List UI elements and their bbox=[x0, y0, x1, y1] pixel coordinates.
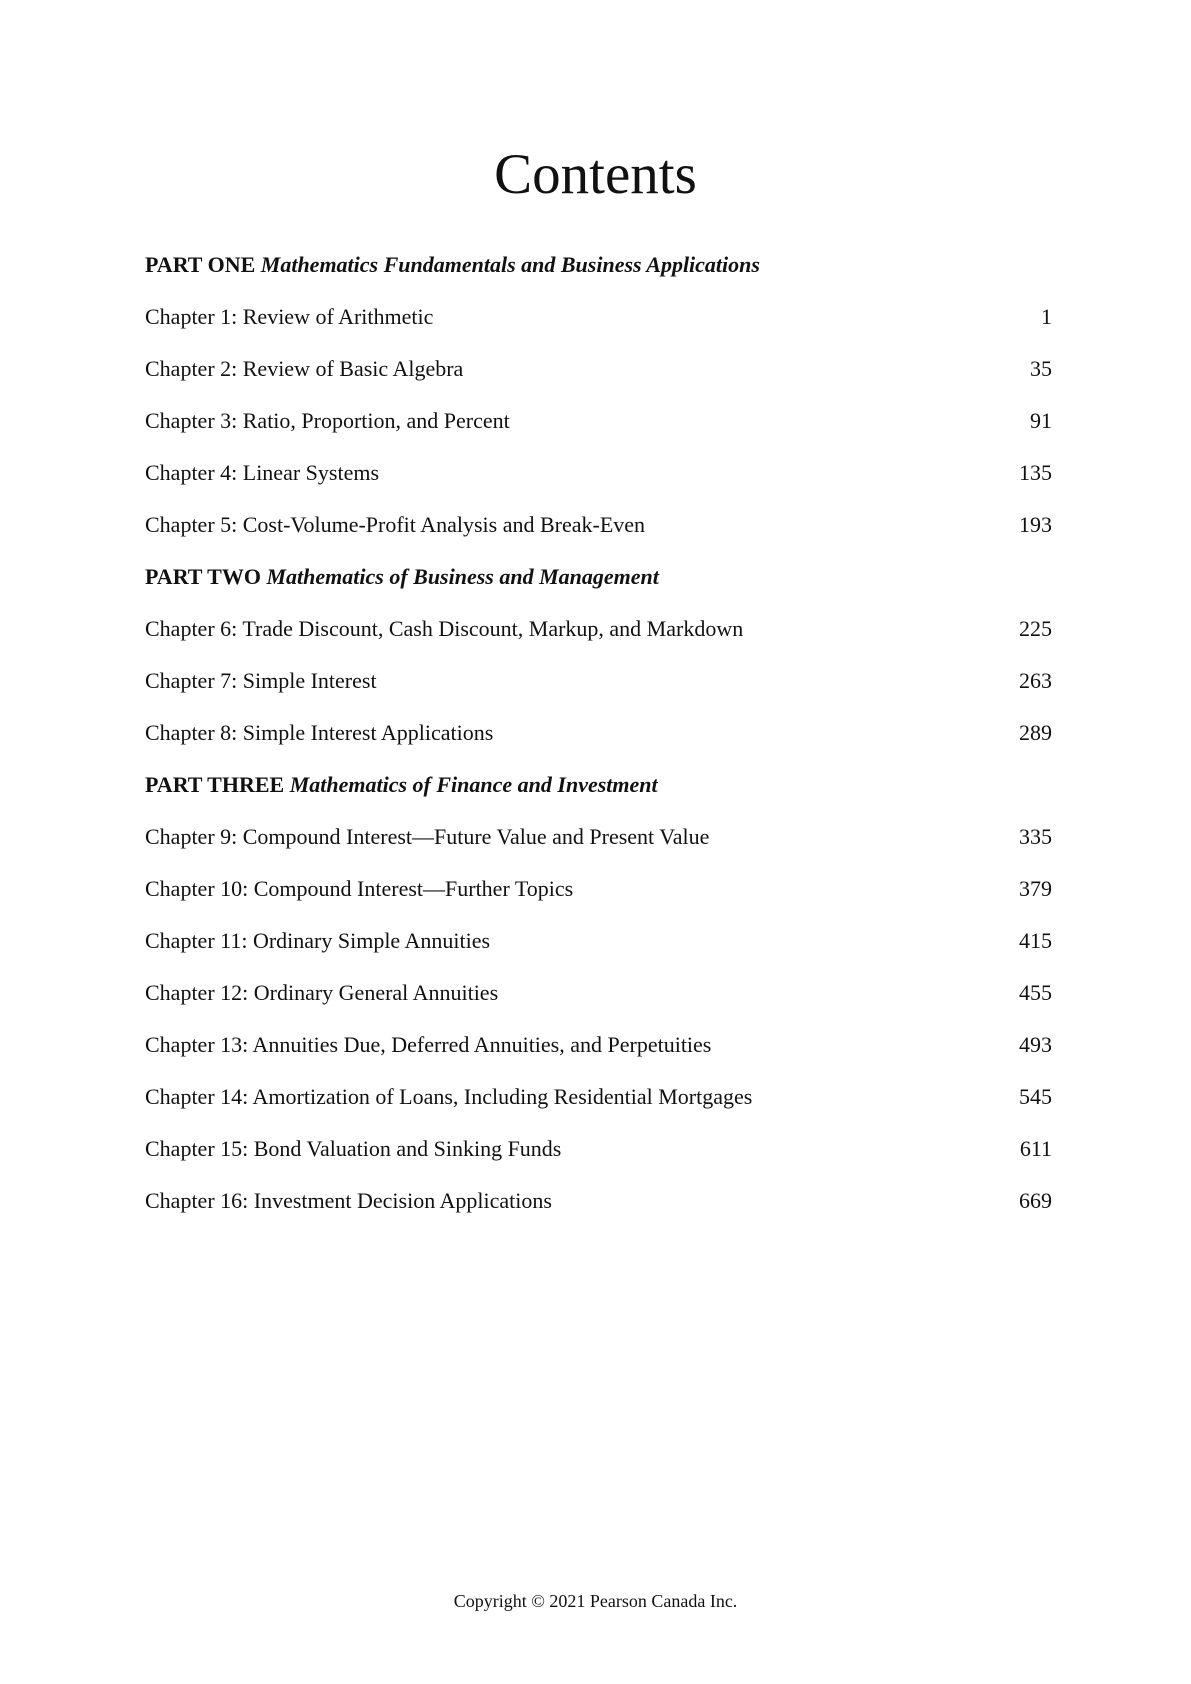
part-title: Mathematics Fundamentals and Business Applications bbox=[260, 252, 760, 277]
chapter-title: Chapter 14: Amortization of Loans, Including Residential Mortgages bbox=[145, 1084, 753, 1109]
toc-entry-chapter-11[interactable] bbox=[145, 915, 1052, 967]
toc-entry-chapter-5[interactable] bbox=[145, 499, 1052, 551]
chapter-title: Chapter 10: Compound Interest—Further Topics bbox=[145, 876, 574, 901]
chapter-page-number: 1 bbox=[1041, 304, 1052, 329]
part-heading-two bbox=[145, 551, 1052, 603]
part-label: PART ONE bbox=[145, 252, 256, 277]
chapter-page-number: 545 bbox=[1019, 1084, 1052, 1109]
chapter-page-number: 415 bbox=[1019, 928, 1052, 953]
toc-entry-chapter-15[interactable] bbox=[145, 1123, 1052, 1175]
chapter-page-number: 379 bbox=[1019, 876, 1052, 901]
chapter-page-number: 493 bbox=[1019, 1032, 1052, 1057]
part-label: PART TWO bbox=[145, 564, 261, 589]
chapter-title: Chapter 11: Ordinary Simple Annuities bbox=[145, 928, 491, 953]
toc-entry-chapter-10[interactable] bbox=[145, 863, 1052, 915]
toc-entry-chapter-8[interactable] bbox=[145, 707, 1052, 759]
chapter-title: Chapter 9: Compound Interest—Future Value and Present Value bbox=[145, 824, 710, 849]
chapter-title: Chapter 4: Linear Systems bbox=[145, 460, 380, 485]
part-heading-one bbox=[145, 239, 1052, 291]
chapter-page-number: 263 bbox=[1019, 668, 1052, 693]
toc-entry-chapter-14[interactable] bbox=[145, 1071, 1052, 1123]
toc-entry-chapter-6[interactable] bbox=[145, 603, 1052, 655]
chapter-page-number: 455 bbox=[1019, 980, 1052, 1005]
toc-entry-chapter-16[interactable] bbox=[145, 1175, 1052, 1227]
chapter-title: Chapter 12: Ordinary General Annuities bbox=[145, 980, 499, 1005]
part-title: Mathematics of Finance and Investment bbox=[289, 772, 658, 797]
chapter-title: Chapter 7: Simple Interest bbox=[145, 668, 377, 693]
chapter-page-number: 35 bbox=[1030, 356, 1052, 381]
chapter-title: Chapter 1: Review of Arithmetic bbox=[145, 304, 434, 329]
chapter-title: Chapter 13: Annuities Due, Deferred Annuities, and Perpetuities bbox=[145, 1032, 712, 1057]
toc-entry-chapter-9[interactable] bbox=[145, 811, 1052, 863]
toc-entry-chapter-2[interactable] bbox=[145, 343, 1052, 395]
part-title: Mathematics of Business and Management bbox=[266, 564, 659, 589]
copyright-footer: Copyright © 2021 Pearson Canada Inc. bbox=[453, 1591, 738, 1611]
chapter-page-number: 335 bbox=[1019, 824, 1052, 849]
chapter-page-number: 135 bbox=[1019, 460, 1052, 485]
chapter-title: Chapter 3: Ratio, Proportion, and Percent bbox=[145, 408, 510, 433]
toc-entry-chapter-12[interactable] bbox=[145, 967, 1052, 1019]
chapter-page-number: 91 bbox=[1030, 408, 1052, 433]
chapter-page-number: 669 bbox=[1019, 1188, 1052, 1213]
table-of-contents bbox=[145, 239, 1052, 1227]
toc-entry-chapter-1[interactable] bbox=[145, 291, 1052, 343]
toc-entry-chapter-3[interactable] bbox=[145, 395, 1052, 447]
chapter-title: Chapter 2: Review of Basic Algebra bbox=[145, 356, 464, 381]
part-label: PART THREE bbox=[145, 772, 285, 797]
chapter-page-number: 193 bbox=[1019, 512, 1052, 537]
toc-entry-chapter-13[interactable] bbox=[145, 1019, 1052, 1071]
chapter-title: Chapter 16: Investment Decision Applications bbox=[145, 1188, 552, 1213]
chapter-page-number: 611 bbox=[1019, 1136, 1052, 1161]
chapter-title: Chapter 15: Bond Valuation and Sinking Funds bbox=[145, 1136, 562, 1161]
chapter-title: Chapter 5: Cost-Volume-Profit Analysis and Break-Even bbox=[145, 512, 646, 537]
part-heading-three bbox=[145, 759, 1052, 811]
chapter-page-number: 225 bbox=[1019, 616, 1052, 641]
page-title: Contents bbox=[494, 143, 697, 206]
chapter-page-number: 289 bbox=[1019, 720, 1052, 745]
toc-entry-chapter-4[interactable] bbox=[145, 447, 1052, 499]
chapter-title: Chapter 6: Trade Discount, Cash Discount, Markup, and Markdown bbox=[145, 616, 744, 641]
chapter-title: Chapter 8: Simple Interest Applications bbox=[145, 720, 494, 745]
toc-entry-chapter-7[interactable] bbox=[145, 655, 1052, 707]
